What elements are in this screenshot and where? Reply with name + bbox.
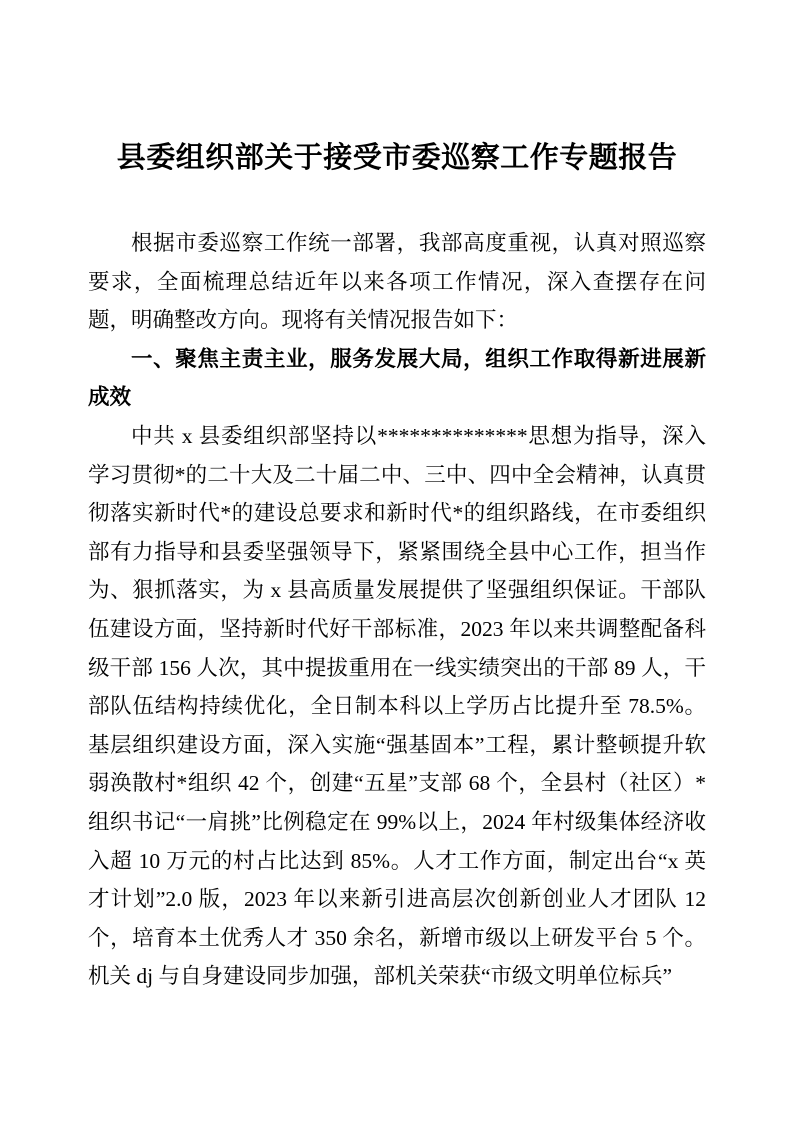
intro-paragraph: 根据市委巡察工作统一部署，我部高度重视，认真对照巡察要求，全面梳理总结近年以来各项工作情况，深入查摆存在问题，明确整改方向。现将有关情况报告如下： — [88, 231, 706, 333]
section-1-heading: 一、聚焦主责主业，服务发展大局，组织工作取得新进展新成效 — [88, 346, 706, 410]
document-title: 县委组织部关于接受市委巡察工作专题报告 — [116, 142, 678, 174]
section-1-body-paragraph: 中共 x 县委组织部坚持以**************思想为指导，深入学习贯彻*的二十大及二十届二中、三中、四中全会精神，认真贯彻落实新时代*的建设总要求和新时代*的组织路线，在市委组织部有力指导和县委坚强领导下，紧紧围绕全县中心工作，担当作为、狠抓落实，为 x 县高质量发展提供了坚强组织保证。干部队伍建设方面，坚持新时代好干部标准，2023 年以来共调整配备科级干部 156 人次，其中提拔重用在一线实绩突出的干部 89 人，干部队伍结构持续优化，全日制本科以上学历占比提升至 78.5%。基层组织建设方面，深入实施“强基固本”工程，累计整顿提升软弱涣散村*组织 42 个，创建“五星”支部 68 个，全县村（社区）*组织书记“一肩挑”比例稳定在 99%以上，2024 年村级集体经济收入超 10 万元的村占比达到 85%。人才工作方面，制定出台“x 英才计划”2.0 版，2023 年以来新引进高层次创新创业人才团队 12 个，培育本土优秀人才 350 余名，新增市级以上研发平台 5 个。机关 dj 与自身建设同步加强，部机关荣获“市级文明单位标兵” — [88, 423, 706, 989]
